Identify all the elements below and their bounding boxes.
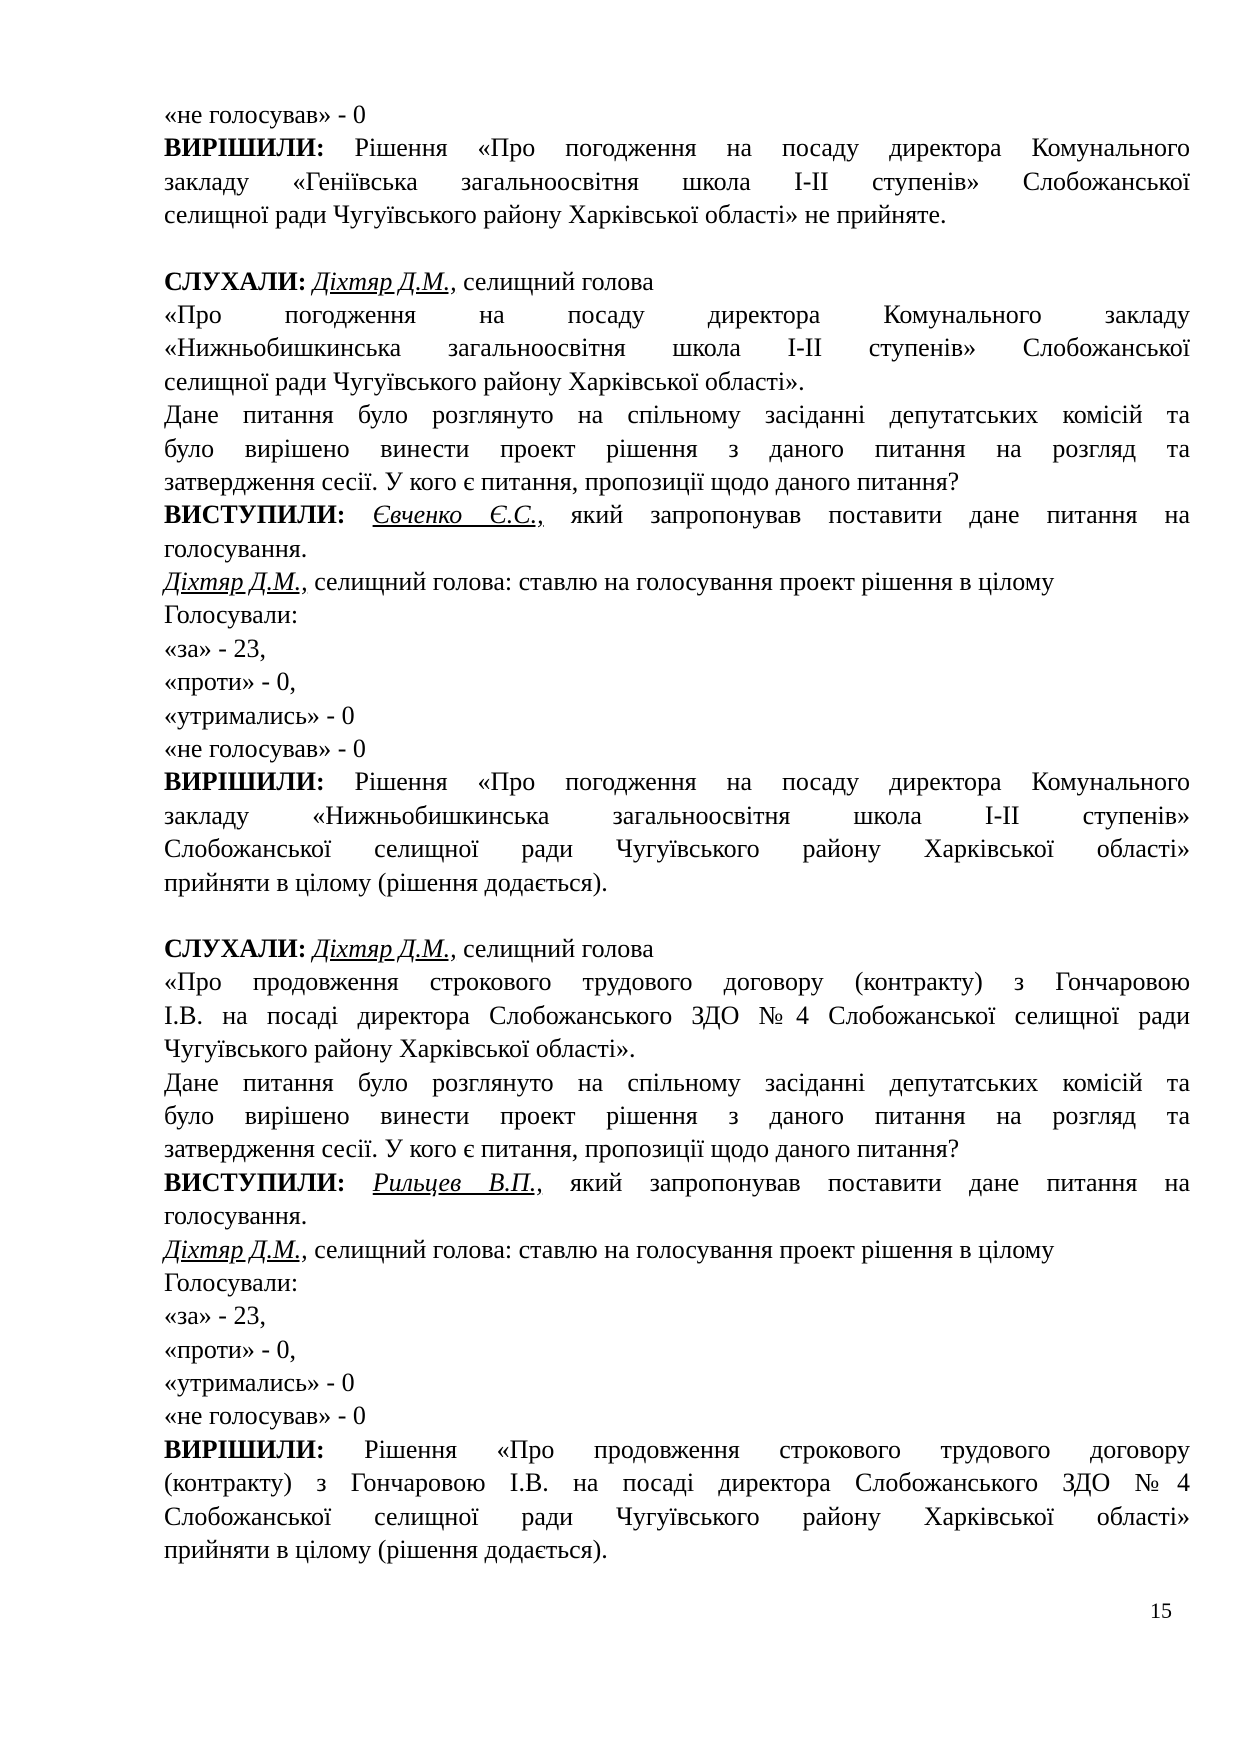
vote-abstain: «утримались» - 0 [164, 700, 355, 730]
vote-for: «за» - 23, [164, 633, 266, 663]
speaker-name: Діхтяр Д.М., [312, 266, 457, 296]
heard-label: СЛУХАЛИ: [164, 933, 307, 963]
voted-heading: Голосували: [164, 600, 299, 630]
decision-line: закладу «Геніївська загальноосвітня школа І-ІІ ступенів» Слобожанської [164, 166, 1190, 196]
note-line: Дане питання було розглянуто на спільному засіданні депутатських комісій та [164, 1067, 1190, 1097]
note-line: затвердження сесії. У кого є питання, пропозиції щодо даного питання? [164, 1134, 960, 1164]
topic-line: селищної ради Чугуївського району Харківської області». [164, 366, 805, 396]
spoke-label: ВИСТУПИЛИ: [164, 1167, 346, 1197]
decided-label: ВИРІШИЛИ: [164, 133, 325, 163]
spoke-label: ВИСТУПИЛИ: [164, 500, 346, 530]
spoke-line: ВИСТУПИЛИ: Євченко Є.С., який запропонував поставити дане питання на [164, 500, 1190, 530]
page-number: 15 [1150, 1598, 1172, 1623]
vote-not-voted: «не голосував» - 0 [164, 734, 366, 764]
decision-line: ВИРІШИЛИ: Рішення «Про продовження строкового трудового договору [164, 1434, 1190, 1464]
vote-against: «проти» - 0, [164, 667, 297, 697]
vote-against: «проти» - 0, [164, 1334, 297, 1364]
decision-line: прийняти в цілому (рішення додається). [164, 1535, 608, 1565]
decision-line: ВИРІШИЛИ: Рішення «Про погодження на посаду директора Комунального [164, 767, 1190, 797]
note-line: затвердження сесії. У кого є питання, пропозиції щодо даного питання? [164, 466, 960, 496]
speaker-name: Рильцев В.П., [372, 1167, 543, 1197]
decided-label: ВИРІШИЛИ: [164, 767, 325, 797]
speaker-name: Євченко Є.С., [372, 500, 544, 530]
topic-line: Чугуївського району Харківської області». [164, 1034, 636, 1064]
topic-line: «Нижньобишкинська загальноосвітня школа І-ІІ ступенів» Слобожанської [164, 333, 1190, 363]
document-page [164, 98, 1190, 1566]
decision-line: ВИРІШИЛИ: Рішення «Про погодження на посаду директора Комунального [164, 133, 1190, 163]
heard-label: СЛУХАЛИ: [164, 266, 307, 296]
vote-not-voted: «не голосував» - 0 [164, 1401, 366, 1431]
speaker-name: Діхтяр Д.М., [312, 933, 457, 963]
decided-label: ВИРІШИЛИ: [164, 1434, 325, 1464]
vote-not-voted: «не голосував» - 0 [164, 100, 366, 129]
decision-line: прийняти в цілому (рішення додається). [164, 867, 608, 897]
chair-name: Діхтяр Д.М., [164, 1234, 308, 1264]
voted-heading: Голосували: [164, 1267, 299, 1297]
spoke-line: ВИСТУПИЛИ: Рильцев В.П., який запропонував поставити дане питання на [164, 1167, 1190, 1197]
heard-line: СЛУХАЛИ: Діхтяр Д.М., селищний голова [164, 933, 654, 963]
heard-line: СЛУХАЛИ: Діхтяр Д.М., селищний голова [164, 266, 654, 296]
topic-line: «Про продовження строкового трудового договору (контракту) з Гончаровою [164, 967, 1190, 997]
chair-line: Діхтяр Д.М., селищний голова: ставлю на голосування проект рішення в цілому [164, 567, 1055, 597]
note-line: було вирішено винести проект рішення з даного питання на розгляд та [164, 1100, 1190, 1130]
decision-line: Слобожанської селищної ради Чугуївського району Харківської області» [164, 834, 1190, 864]
vote-abstain: «утримались» - 0 [164, 1368, 355, 1398]
spoke-line: голосування. [164, 1201, 308, 1231]
topic-line: І.В. на посаді директора Слобожанського ЗДО №4 Слобожанської селищної ради [164, 1000, 1190, 1030]
vote-for: «за» - 23, [164, 1301, 266, 1331]
note-line: було вирішено винести проект рішення з даного питання на розгляд та [164, 433, 1190, 463]
spoke-line: голосування. [164, 533, 308, 563]
decision-line: закладу «Нижньобишкинська загальноосвітня школа І-ІІ ступенів» [164, 800, 1190, 830]
decision-line: (контракту) з Гончаровою І.В. на посаді директора Слобожанського ЗДО №4 [164, 1468, 1190, 1498]
chair-line: Діхтяр Д.М., селищний голова: ставлю на голосування проект рішення в цілому [164, 1234, 1055, 1264]
decision-line: Слобожанської селищної ради Чугуївського району Харківської області» [164, 1501, 1190, 1531]
decision-line: селищної ради Чугуївського району Харківської області» не прийняте. [164, 200, 947, 230]
chair-name: Діхтяр Д.М., [164, 567, 308, 597]
topic-line: «Про погодження на посаду директора Комунального закладу [164, 299, 1190, 329]
note-line: Дане питання було розглянуто на спільному засіданні депутатських комісій та [164, 400, 1190, 430]
